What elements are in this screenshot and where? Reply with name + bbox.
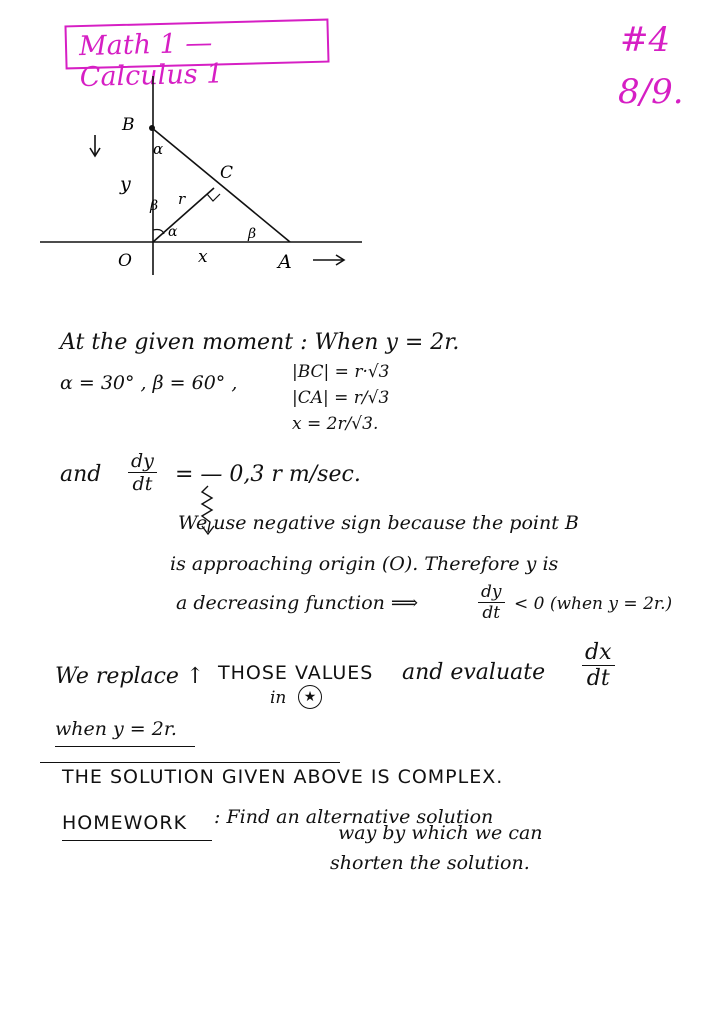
replace-when: when y = 2r. xyxy=(55,718,177,740)
label-alpha-origin: α xyxy=(168,224,178,240)
label-beta-a: β xyxy=(248,226,257,242)
label-a: A xyxy=(278,251,292,273)
rate-value: = — 0,3 r m/sec. xyxy=(175,462,361,487)
page-title: Math 1 — Calculus 1 xyxy=(78,27,224,94)
label-x: x xyxy=(198,247,208,267)
label-beta-origin: β xyxy=(150,198,159,214)
replace-and: and evaluate xyxy=(402,660,546,685)
note-fraction-den: dt xyxy=(482,603,501,623)
given-bc: |BC| = r·√3 xyxy=(292,362,390,382)
label-o: O xyxy=(118,251,132,271)
replace-fraction-num: dx xyxy=(582,640,615,666)
given-line-1: At the given moment : When y = 2r. xyxy=(60,330,460,355)
label-alpha-top: α xyxy=(153,140,164,158)
label-c: C xyxy=(220,163,234,183)
note-line-3: a decreasing function ⟹ xyxy=(176,592,419,614)
star-circle-icon: ★ xyxy=(298,685,322,709)
rate-fraction-den: dt xyxy=(132,473,153,495)
homework-label: HOMEWORK xyxy=(62,812,188,834)
rate-and: and xyxy=(60,462,102,487)
label-b: B xyxy=(122,115,135,135)
note-fraction xyxy=(478,582,505,623)
label-y: y xyxy=(120,173,131,195)
homework-line-3: shorten the solution. xyxy=(330,852,530,874)
homework-line-2: way by which we can xyxy=(338,822,543,844)
rate-fraction xyxy=(128,450,157,495)
note-line-2: is approaching origin (O). Therefore y is xyxy=(170,553,559,575)
title-box xyxy=(64,19,329,94)
replace-fraction xyxy=(582,640,615,691)
note-fraction-num: dy xyxy=(478,582,505,603)
replace-in: in xyxy=(270,688,287,708)
given-angles: α = 30° , β = 60° , xyxy=(60,372,238,394)
given-ca: |CA| = r/√3 xyxy=(292,388,390,408)
point-b xyxy=(149,125,155,131)
rate-fraction-num: dy xyxy=(128,450,157,473)
note-line-3-post: < 0 (when y = 2r.) xyxy=(514,594,673,614)
given-x: x = 2r/√3. xyxy=(292,414,379,434)
replace-fraction-den: dt xyxy=(586,666,610,691)
note-line-1: We use negative sign because the point B xyxy=(178,512,579,534)
solution-complex: THE SOLUTION GIVEN ABOVE IS COMPLEX. xyxy=(62,766,504,788)
label-r: r xyxy=(178,190,186,208)
geometry-diagram xyxy=(40,70,380,290)
date: 8/9. xyxy=(618,72,684,112)
sheet-number: #4 xyxy=(620,20,671,60)
right-angle-mark xyxy=(207,194,220,201)
divider xyxy=(40,762,340,763)
homework-line-1: : Find an alternative solution xyxy=(214,806,494,828)
replace-caps: THOSE VALUES xyxy=(218,662,374,684)
replace-pre: We replace ↑ xyxy=(55,664,205,689)
underline-when xyxy=(55,746,195,747)
underline-homework xyxy=(62,840,212,841)
